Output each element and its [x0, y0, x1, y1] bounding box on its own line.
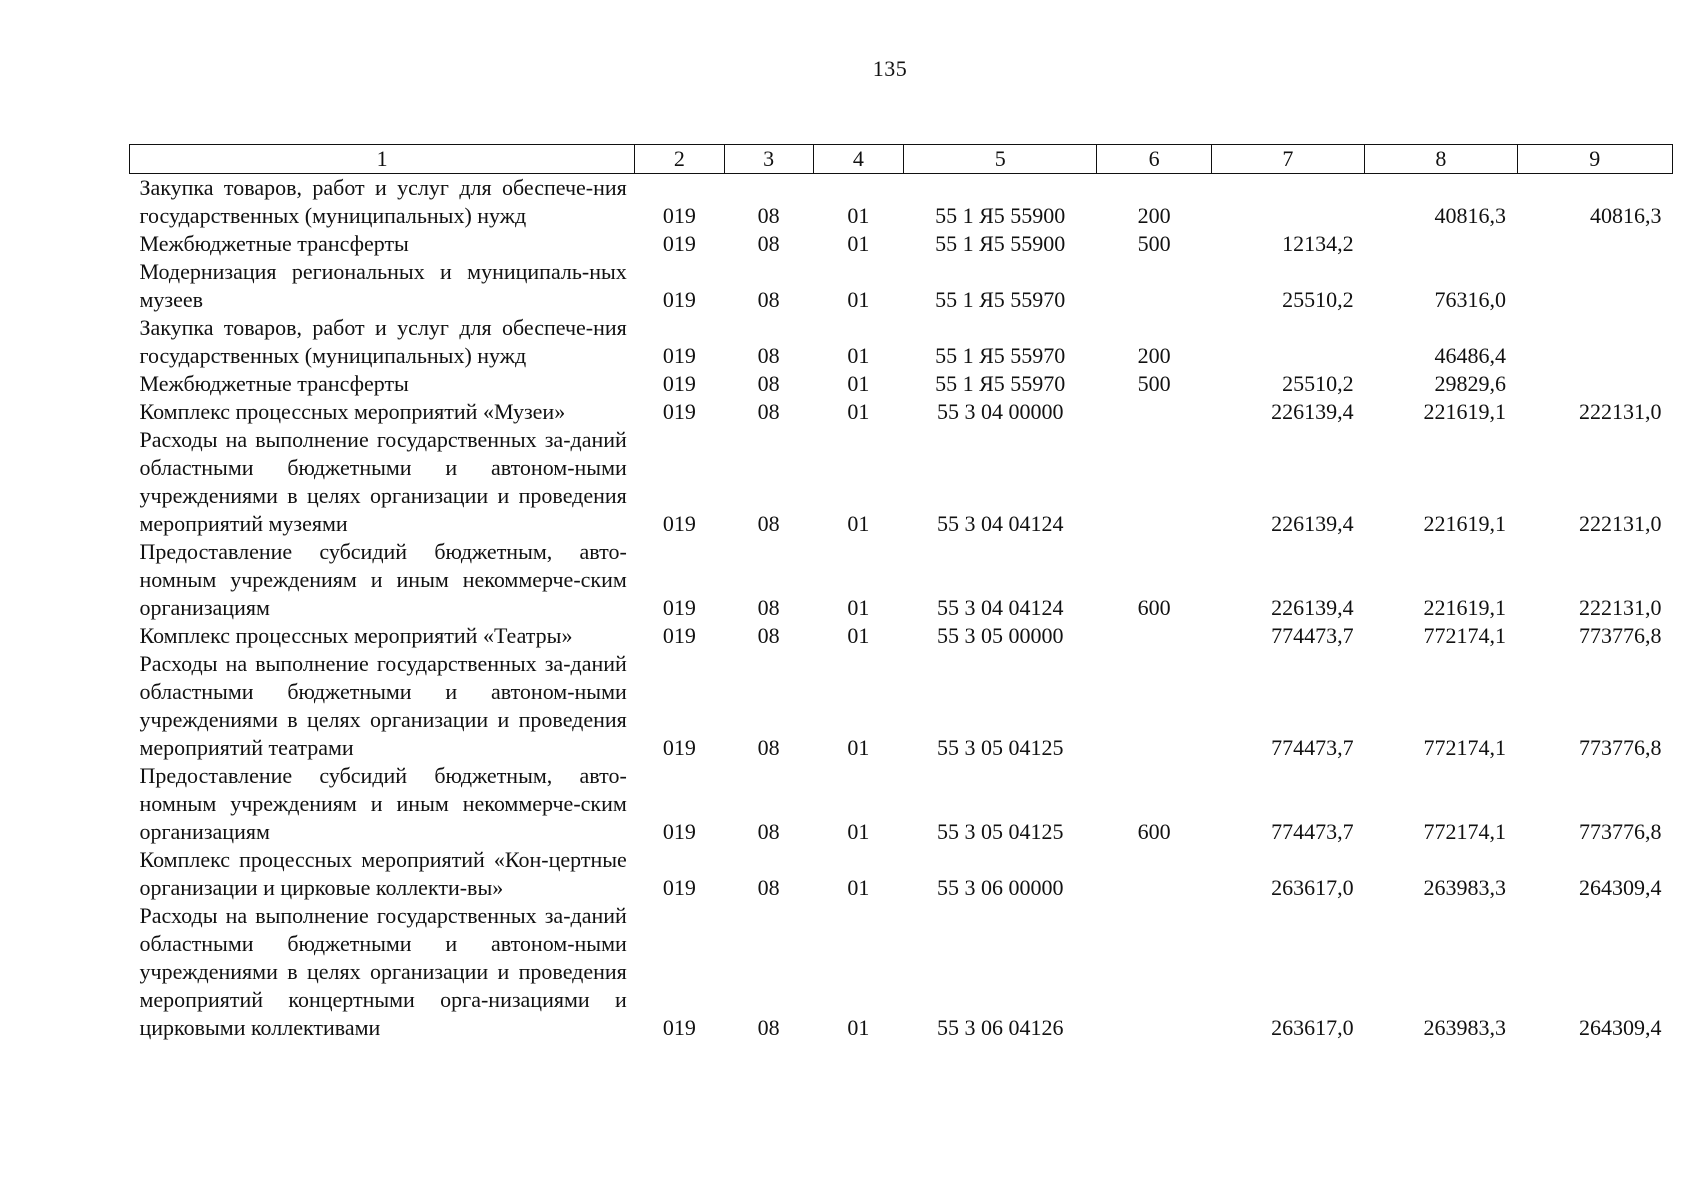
section-code-cell: 08	[757, 623, 780, 648]
table-row	[130, 426, 1673, 538]
subsection-code-cell: 01	[847, 203, 870, 228]
target-article-cell: 55 3 04 04124	[936, 511, 1064, 536]
amount-year2-cell	[1365, 230, 1517, 258]
amount-year1-cell: 774473,7	[1271, 735, 1354, 760]
chapter-code-cell: 019	[662, 595, 696, 620]
column-header: 4	[813, 145, 903, 174]
table-row	[130, 902, 1673, 1042]
subsection-code-cell: 01	[847, 735, 870, 760]
section-code-cell: 08	[757, 203, 780, 228]
amount-year1-cell: 25510,2	[1282, 371, 1354, 396]
expense-type-cell	[1097, 258, 1211, 314]
target-article-cell: 55 3 04 04124	[936, 595, 1064, 620]
target-article-cell: 55 1 Я5 55970	[935, 343, 1066, 368]
target-article-cell: 55 3 04 00000	[936, 399, 1064, 424]
target-article-cell: 55 1 Я5 55900	[935, 203, 1066, 228]
row-name-cell: Комплекс процессных мероприятий «Кон-цертные организации и цирковые коллекти-вы»	[139, 847, 627, 900]
subsection-code-cell: 01	[847, 819, 870, 844]
table-row	[130, 650, 1673, 762]
row-name-cell: Предоставление субсидий бюджетным, авто-номным учреждениям и иным некоммерче-ским организациям	[139, 763, 627, 844]
table-row	[130, 370, 1673, 398]
amount-year1-cell: 226139,4	[1271, 399, 1354, 424]
subsection-code-cell: 01	[847, 875, 870, 900]
section-code-cell: 08	[757, 231, 780, 256]
column-header: 3	[724, 145, 813, 174]
amount-year2-cell: 221619,1	[1423, 399, 1507, 424]
page-number: 135	[872, 56, 908, 81]
chapter-code-cell: 019	[662, 735, 696, 760]
table-header	[130, 145, 1673, 174]
section-code-cell: 08	[757, 819, 780, 844]
row-name-cell: Межбюджетные трансферты	[139, 371, 409, 396]
amount-year1-cell: 263617,0	[1271, 875, 1354, 900]
amount-year1-cell	[1211, 174, 1364, 231]
chapter-code-cell: 019	[662, 1015, 696, 1040]
section-code-cell: 08	[757, 595, 780, 620]
subsection-code-cell: 01	[847, 511, 870, 536]
section-code-cell: 08	[757, 735, 780, 760]
amount-year2-cell: 263983,3	[1423, 875, 1507, 900]
amount-year2-cell: 221619,1	[1423, 511, 1507, 536]
subsection-code-cell: 01	[847, 343, 870, 368]
target-article-cell: 55 3 06 00000	[936, 875, 1064, 900]
column-header: 1	[130, 145, 635, 174]
chapter-code-cell: 019	[662, 203, 696, 228]
amount-year3-cell: 773776,8	[1579, 623, 1662, 648]
section-code-cell: 08	[757, 287, 780, 312]
chapter-code-cell: 019	[662, 287, 696, 312]
row-name-cell: Расходы на выполнение государственных за-даний областными бюджетными и автоном-ными учреждениями в целях организации и проведения мероприятий концертными орга-низациями и цирковыми коллективами	[139, 903, 627, 1040]
amount-year3-cell: 222131,0	[1579, 399, 1662, 424]
amount-year3-cell: 773776,8	[1579, 735, 1662, 760]
table-row	[130, 538, 1673, 622]
target-article-cell: 55 3 05 00000	[936, 623, 1064, 648]
section-code-cell: 08	[757, 371, 780, 396]
target-article-cell: 55 1 Я5 55970	[935, 287, 1066, 312]
amount-year3-cell: 773776,8	[1579, 819, 1662, 844]
amount-year2-cell: 221619,1	[1423, 595, 1507, 620]
amount-year1-cell: 25510,2	[1282, 287, 1354, 312]
chapter-code-cell: 019	[662, 343, 696, 368]
section-code-cell: 08	[757, 1015, 780, 1040]
chapter-code-cell: 019	[662, 399, 696, 424]
subsection-code-cell: 01	[847, 287, 870, 312]
expense-type-cell: 500	[1137, 231, 1171, 256]
column-header: 9	[1517, 145, 1672, 174]
expense-type-cell: 200	[1137, 343, 1171, 368]
table-row	[130, 314, 1673, 370]
column-header: 8	[1365, 145, 1517, 174]
amount-year3-cell: 222131,0	[1579, 595, 1662, 620]
expense-type-cell	[1097, 426, 1211, 538]
amount-year1-cell: 226139,4	[1271, 595, 1354, 620]
amount-year3-cell: 264309,4	[1579, 875, 1662, 900]
header-row	[130, 145, 1673, 174]
table-body	[130, 174, 1673, 1043]
amount-year3-cell	[1517, 230, 1672, 258]
amount-year1-cell: 263617,0	[1271, 1015, 1354, 1040]
amount-year1-cell: 774473,7	[1271, 623, 1354, 648]
row-name-cell: Модернизация региональных и муниципаль-ных музеев	[139, 259, 627, 312]
subsection-code-cell: 01	[847, 231, 870, 256]
target-article-cell: 55 1 Я5 55900	[935, 231, 1066, 256]
row-name-cell: Расходы на выполнение государственных за-даний областными бюджетными и автоном-ными учреждениями в целях организации и проведения мероприятий музеями	[139, 427, 627, 536]
table-row	[130, 846, 1673, 902]
amount-year3-cell	[1517, 370, 1672, 398]
column-header: 5	[903, 145, 1097, 174]
amount-year1-cell	[1211, 314, 1364, 370]
amount-year2-cell: 263983,3	[1423, 1015, 1507, 1040]
amount-year2-cell: 772174,1	[1423, 735, 1507, 760]
row-name-cell: Межбюджетные трансферты	[139, 231, 409, 256]
row-name-cell: Закупка товаров, работ и услуг для обеспече-ния государственных (муниципальных) нужд	[139, 175, 627, 228]
subsection-code-cell: 01	[847, 623, 870, 648]
section-code-cell: 08	[757, 875, 780, 900]
amount-year1-cell: 226139,4	[1271, 511, 1354, 536]
table-row	[130, 258, 1673, 314]
chapter-code-cell: 019	[662, 623, 696, 648]
row-name-cell: Комплекс процессных мероприятий «Музеи»	[139, 399, 566, 424]
subsection-code-cell: 01	[847, 399, 870, 424]
expense-type-cell	[1097, 650, 1211, 762]
target-article-cell: 55 3 05 04125	[936, 819, 1064, 844]
amount-year3-cell: 222131,0	[1579, 511, 1662, 536]
table-row	[130, 174, 1673, 231]
amount-year3-cell: 264309,4	[1579, 1015, 1662, 1040]
amount-year2-cell: 76316,0	[1434, 287, 1507, 312]
amount-year2-cell: 772174,1	[1423, 819, 1507, 844]
target-article-cell: 55 1 Я5 55970	[935, 371, 1066, 396]
row-name-cell: Расходы на выполнение государственных за-даний областными бюджетными и автоном-ными учреждениями в целях организации и проведения мероприятий театрами	[139, 651, 627, 760]
row-name-cell: Предоставление субсидий бюджетным, авто-номным учреждениям и иным некоммерче-ским организациям	[139, 539, 627, 620]
expense-type-cell: 600	[1137, 595, 1171, 620]
row-name-cell: Закупка товаров, работ и услуг для обеспече-ния государственных (муниципальных) нужд	[139, 315, 627, 368]
chapter-code-cell: 019	[662, 819, 696, 844]
amount-year3-cell: 40816,3	[1590, 203, 1662, 228]
table-row	[130, 230, 1673, 258]
chapter-code-cell: 019	[662, 875, 696, 900]
table-row	[130, 762, 1673, 846]
amount-year2-cell: 29829,6	[1434, 371, 1507, 396]
chapter-code-cell: 019	[662, 231, 696, 256]
subsection-code-cell: 01	[847, 1015, 870, 1040]
target-article-cell: 55 3 06 04126	[936, 1015, 1064, 1040]
expense-type-cell: 600	[1137, 819, 1171, 844]
amount-year1-cell: 774473,7	[1271, 819, 1354, 844]
table-row	[130, 622, 1673, 650]
subsection-code-cell: 01	[847, 371, 870, 396]
chapter-code-cell: 019	[662, 511, 696, 536]
amount-year3-cell	[1517, 314, 1672, 370]
section-code-cell: 08	[757, 511, 780, 536]
table-row	[130, 398, 1673, 426]
chapter-code-cell: 019	[662, 371, 696, 396]
section-code-cell: 08	[757, 343, 780, 368]
column-header: 7	[1211, 145, 1364, 174]
expense-type-cell	[1097, 902, 1211, 1042]
expense-type-cell: 500	[1137, 371, 1171, 396]
amount-year1-cell: 12134,2	[1282, 231, 1354, 256]
expense-type-cell	[1097, 846, 1211, 902]
budget-table	[129, 144, 1673, 1042]
expense-type-cell: 200	[1137, 203, 1171, 228]
amount-year2-cell: 40816,3	[1434, 203, 1507, 228]
section-code-cell: 08	[757, 399, 780, 424]
amount-year3-cell	[1517, 258, 1672, 314]
subsection-code-cell: 01	[847, 595, 870, 620]
amount-year2-cell: 46486,4	[1434, 343, 1507, 368]
expense-type-cell	[1097, 398, 1211, 426]
target-article-cell: 55 3 05 04125	[936, 735, 1064, 760]
column-header: 6	[1097, 145, 1211, 174]
row-name-cell: Комплекс процессных мероприятий «Театры»	[139, 623, 573, 648]
amount-year2-cell: 772174,1	[1423, 623, 1507, 648]
expense-type-cell	[1097, 622, 1211, 650]
column-header: 2	[635, 145, 724, 174]
